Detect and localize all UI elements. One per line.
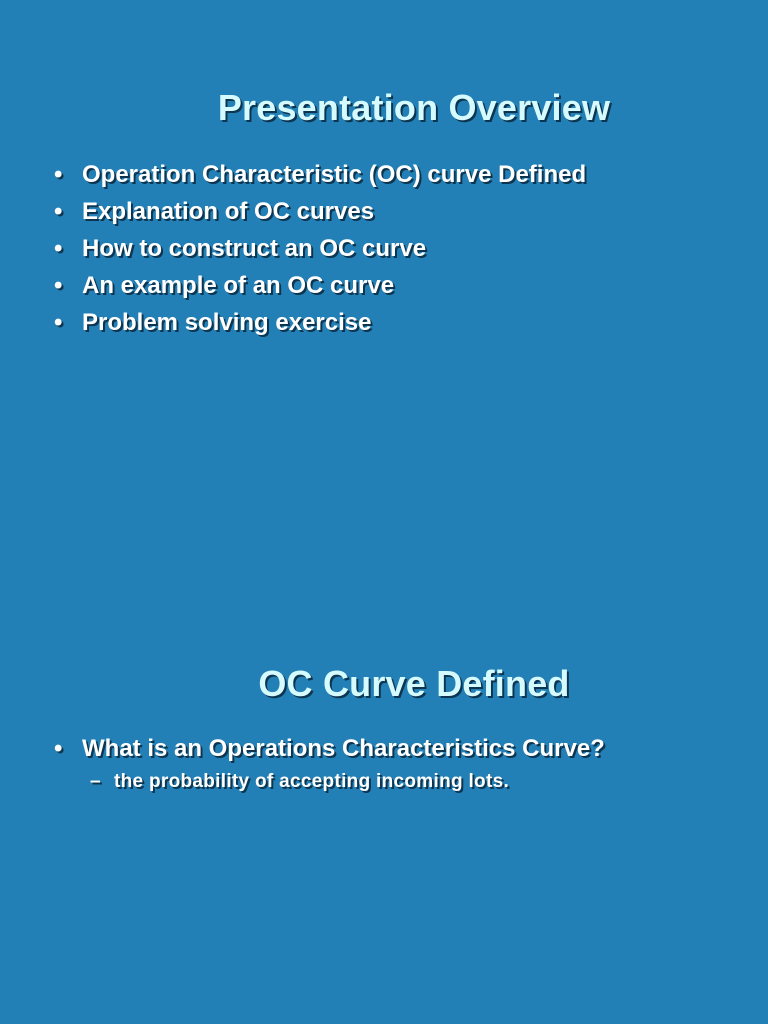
- bullet-item: [52, 734, 652, 794]
- sub-bullet-text: the probability of accepting incoming lots.: [114, 771, 510, 792]
- bullet-glyph: •: [54, 198, 63, 225]
- bullet-text: Explanation of OC curves: [82, 198, 375, 225]
- dash-glyph: –: [90, 771, 101, 792]
- bullet-list: [52, 734, 652, 801]
- bullet-text: Operation Characteristic (OC) curve Defined: [82, 161, 587, 188]
- slide-title: Presentation Overview: [217, 87, 611, 128]
- slide-title: OC Curve Defined: [258, 663, 570, 704]
- bullet-text: How to construct an OC curve: [82, 235, 427, 262]
- bullet-item: [52, 308, 652, 338]
- bullet-glyph: •: [54, 735, 63, 762]
- bullet-item: [52, 160, 652, 190]
- bullet-glyph: •: [54, 272, 63, 299]
- bullet-item: [52, 234, 652, 264]
- bullet-glyph: •: [54, 161, 63, 188]
- bullet-text: An example of an OC curve: [82, 272, 395, 299]
- bullet-list: [52, 160, 652, 345]
- bullet-glyph: •: [54, 235, 63, 262]
- sub-bullet-item: [82, 770, 652, 794]
- bullet-item: [52, 197, 652, 227]
- bullet-glyph: •: [54, 309, 63, 336]
- bullet-item: [52, 271, 652, 301]
- bullet-text: Problem solving exercise: [82, 309, 372, 336]
- sub-bullet-list: [82, 770, 652, 794]
- slide-oc-curve-defined: [0, 576, 768, 1024]
- bullet-text: What is an Operations Characteristics Curve?: [82, 735, 605, 762]
